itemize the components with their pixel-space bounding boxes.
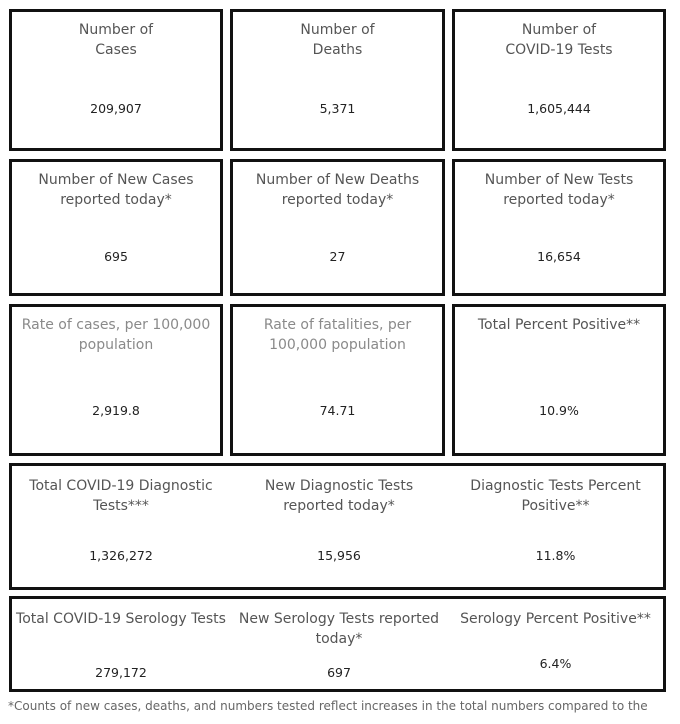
tests-card bbox=[452, 9, 666, 151]
case-rate-value: 2,919.8 bbox=[92, 403, 140, 418]
deaths-value: 5,371 bbox=[319, 101, 356, 116]
fatality-rate-card bbox=[230, 304, 445, 456]
diagnostic-new-label: New Diagnostic Tests reported today* bbox=[264, 478, 414, 514]
diagnostic-tests-panel bbox=[9, 463, 666, 590]
percent-positive-value: 10.9% bbox=[539, 403, 579, 418]
serology-positive-value: 6.4% bbox=[539, 656, 572, 671]
serology-tests-panel bbox=[9, 596, 666, 692]
cases-label: Number of Cases bbox=[78, 22, 154, 58]
new-tests-card bbox=[452, 159, 666, 296]
case-rate-label: Rate of cases, per 100,000 population bbox=[21, 317, 211, 353]
fatality-rate-value: 74.71 bbox=[319, 403, 356, 418]
new-tests-value: 16,654 bbox=[537, 249, 581, 264]
case-rate-card bbox=[9, 304, 223, 456]
diagnostic-total-cell bbox=[12, 466, 230, 587]
serology-total-label: Total COVID-19 Serology Tests bbox=[16, 611, 226, 627]
percent-positive-card bbox=[452, 304, 666, 456]
new-cases-label: Number of New Cases reported today* bbox=[38, 172, 194, 208]
diagnostic-positive-value: 11.8% bbox=[535, 548, 576, 563]
new-cases-value: 695 bbox=[104, 249, 128, 264]
serology-positive-cell bbox=[448, 599, 663, 689]
deaths-label: Number of Deaths bbox=[300, 22, 375, 58]
new-deaths-value: 27 bbox=[329, 249, 346, 264]
new-deaths-card bbox=[230, 159, 445, 296]
percent-positive-label: Total Percent Positive** bbox=[477, 317, 641, 333]
new-tests-label: Number of New Tests reported today* bbox=[484, 172, 634, 208]
serology-new-label: New Serology Tests reported today* bbox=[238, 611, 440, 647]
serology-positive-label: Serology Percent Positive** bbox=[460, 611, 651, 627]
deaths-card bbox=[230, 9, 445, 151]
tests-value: 1,605,444 bbox=[527, 101, 591, 116]
tests-label: Number of COVID-19 Tests bbox=[505, 22, 613, 58]
diagnostic-new-cell bbox=[230, 466, 448, 587]
serology-total-cell bbox=[12, 599, 230, 689]
cases-card bbox=[9, 9, 223, 151]
diagnostic-new-value: 15,956 bbox=[317, 548, 361, 563]
new-deaths-label: Number of New Deaths reported today* bbox=[255, 172, 420, 208]
footnote: *Counts of new cases, deaths, and numbers tested reflect increases in the total numbers compared to the bbox=[8, 699, 648, 713]
serology-new-value: 697 bbox=[327, 665, 351, 680]
diagnostic-total-label: Total COVID-19 Diagnostic Tests*** bbox=[29, 478, 213, 514]
serology-total-value: 279,172 bbox=[95, 665, 147, 680]
cases-value: 209,907 bbox=[90, 101, 142, 116]
diagnostic-positive-label: Diagnostic Tests Percent Positive** bbox=[470, 478, 641, 514]
fatality-rate-label: Rate of fatalities, per 100,000 population bbox=[263, 317, 412, 353]
serology-new-cell bbox=[230, 599, 448, 689]
diagnostic-positive-cell bbox=[448, 466, 663, 587]
new-cases-card bbox=[9, 159, 223, 296]
diagnostic-total-value: 1,326,272 bbox=[89, 548, 153, 563]
